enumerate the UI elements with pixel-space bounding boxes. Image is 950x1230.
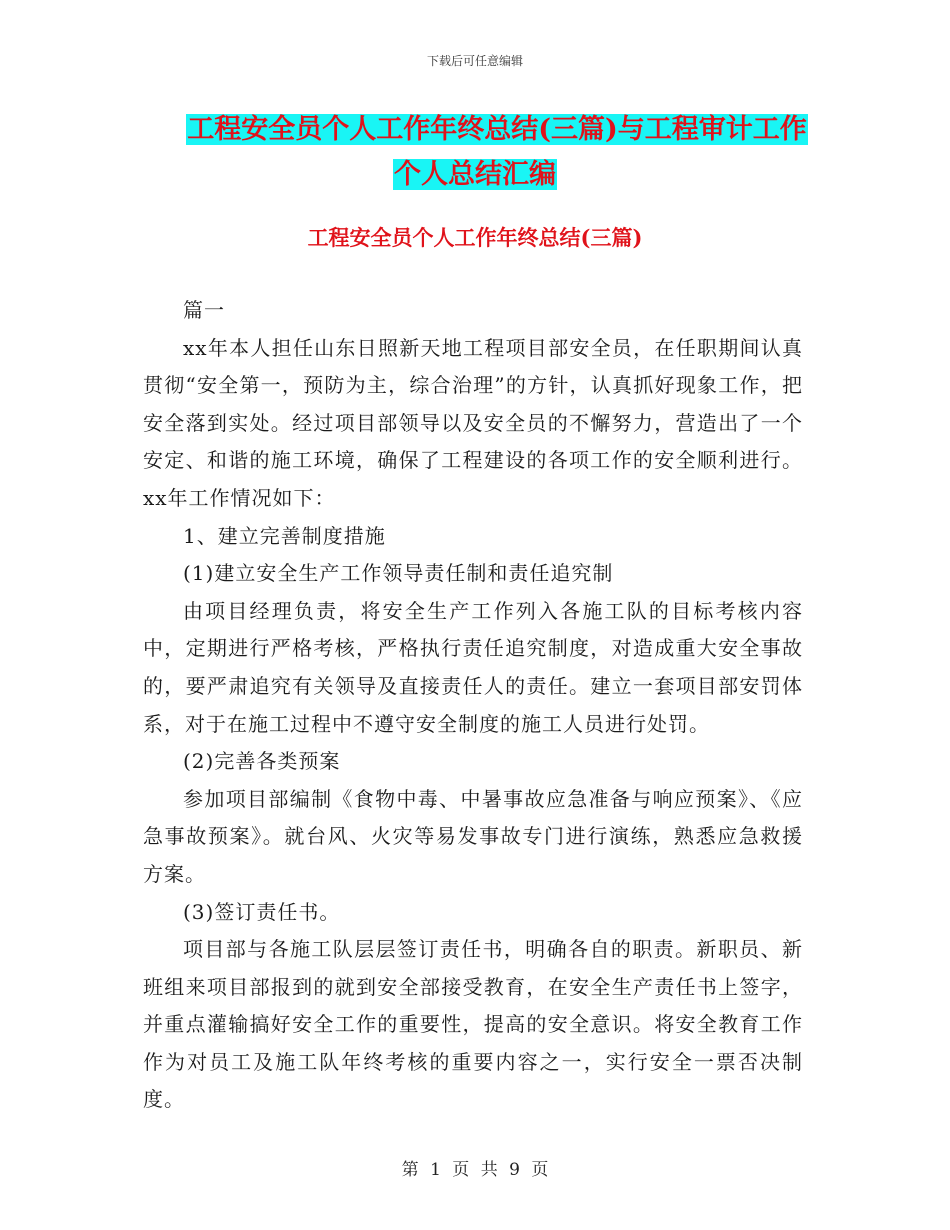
document-title-line-1 [22,110,950,150]
paragraph-body-2: 参加项目部编制《食物中毒、中暑事故应急准备与响应预案》、《应急事故预案》。就台风、火灾等易发事故专门进行演练，熟悉应急救援方案。 [143,786,803,886]
document-body [143,292,803,1119]
paragraph-part-label: 篇一 [183,298,225,322]
paragraph-heading-1: 1、建立完善制度措施 [183,523,386,548]
paragraph-subheading-1: (1)建立安全生产工作领导责任制和责任追究制 [183,561,614,586]
title-highlight-2: 个人总结汇编 [394,159,556,190]
document-title-line-2 [0,155,950,195]
paragraph-body-3: 项目部与各施工队层层签订责任书，明确各自的职责。新职员、新班组来项目部报到的就到安全部接受教育，在安全生产责任书上签字，并重点灌输搞好安全工作的重要性，提高的安全意识。将安全教育工作作为对员工及施工队年终考核的重要内容之一，实行安全一票否决制度。 [143,937,803,1112]
page-footer: 第 1 页 共 9 页 [401,1160,549,1180]
title-highlight-1: 工程安全员个人工作年终总结(三篇)与工程审计工作 [187,114,807,145]
paragraph-body-1: 由项目经理负责，将安全生产工作列入各施工队的目标考核内容中，定期进行严格考核，严格执行责任追究制度，对造成重大安全事故的，要严肃追究有关领导及直接责任人的责任。建立一套项目部安罚体系，对于在施工过程中不遵守安全制度的施工人员进行处罚。 [143,598,803,736]
paragraph-subheading-3: (3)签订责任书。 [183,899,341,924]
header-note: 下载后可任意编辑 [426,54,523,68]
paragraph-intro: xx年本人担任山东日照新天地工程项目部安全员，在任职期间认真贯彻“安全第一，预防为主，综合治理”的方针，认真抓好现象工作，把安全落到实处。经过项目部领导以及安全员的不懈努力，营造出了一个安定、和谐的施工环境，确保了工程建设的各项工作的安全顺利进行。xx年工作情况如下： [143,335,803,510]
section-title: 工程安全员个人工作年终总结(三篇) [307,225,643,250]
paragraph-subheading-2: (2)完善各类预案 [183,749,341,774]
